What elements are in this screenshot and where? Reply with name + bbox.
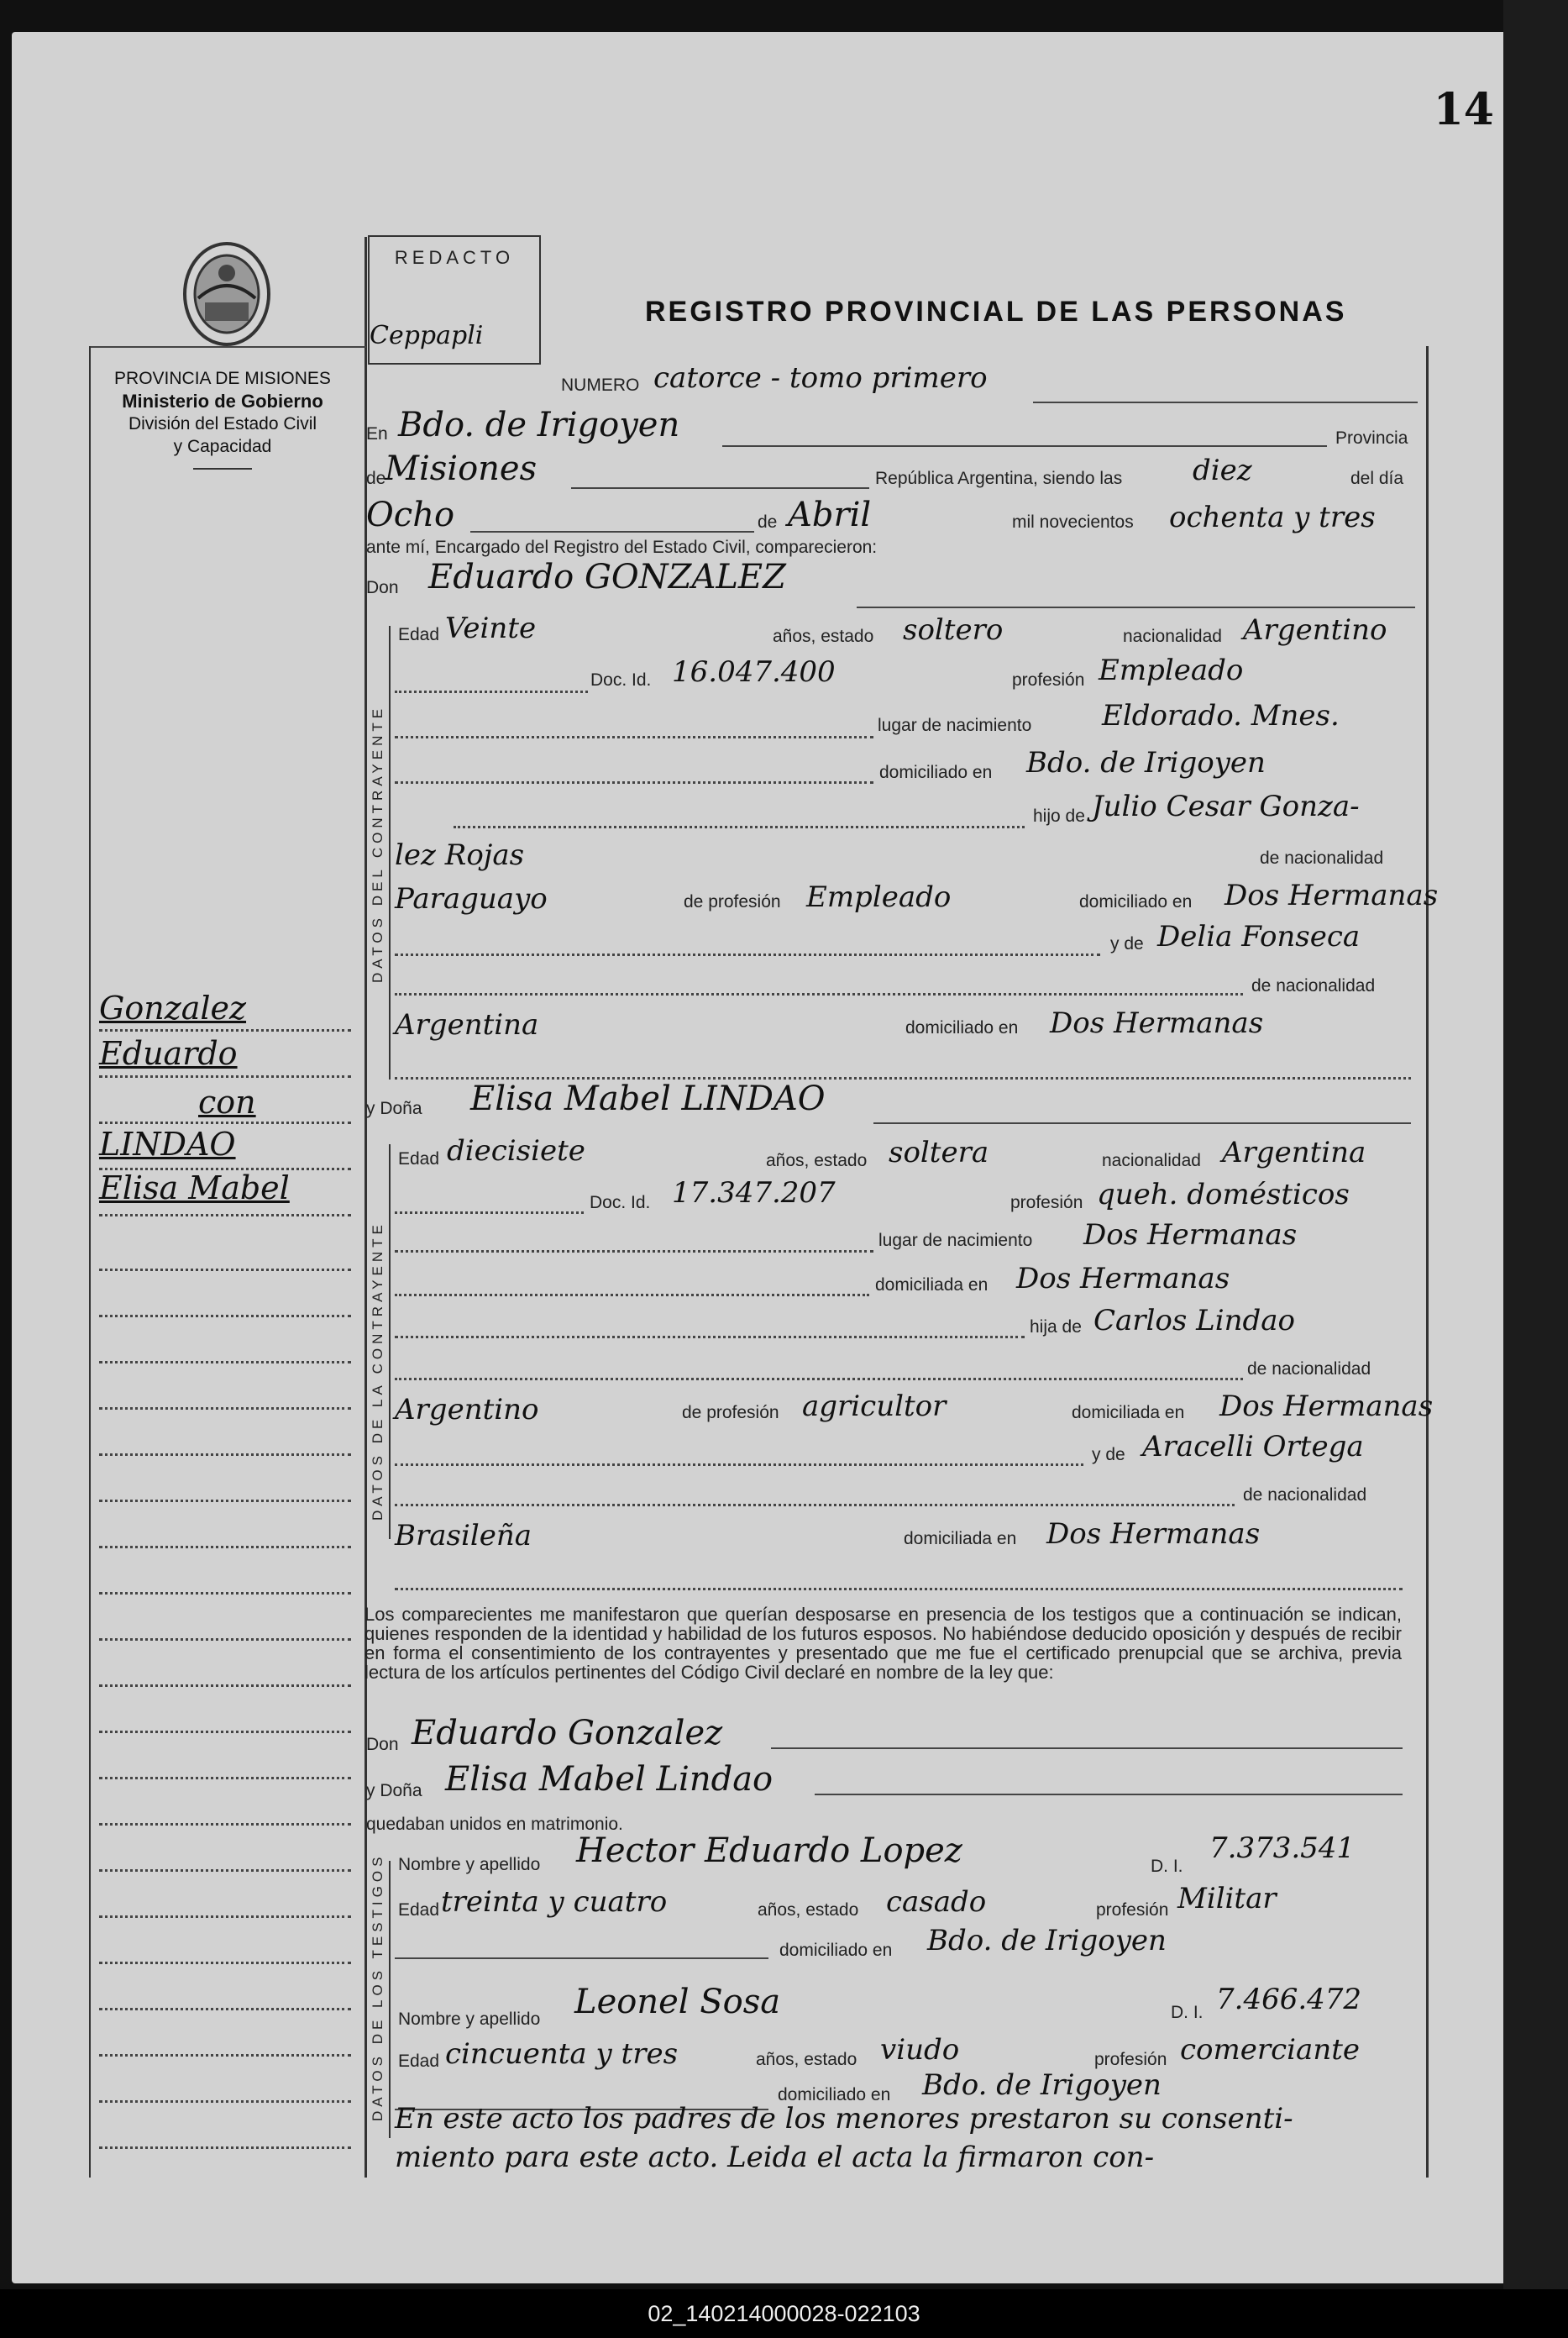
- provincial-seal-icon: [180, 239, 274, 349]
- margin-line: [99, 2100, 351, 2103]
- t1-edad-label: Edad: [398, 1900, 440, 1920]
- witness1-civil-status: casado: [886, 1885, 987, 1919]
- margin-line: [99, 1592, 351, 1595]
- groom-age: Veinte: [445, 612, 537, 645]
- witness2-domicile: Bdo. de Irigoyen: [922, 2068, 1162, 2102]
- ministry-name: Ministerio de Gobierno: [122, 391, 323, 412]
- bride-name: Elisa Mabel LINDAO: [470, 1080, 826, 1118]
- bride-mother-nationality: Brasileña: [395, 1519, 532, 1553]
- contrayente-side-label: DATOS DEL CONTRAYENTE: [370, 704, 385, 983]
- groom-name-line: [857, 607, 1415, 608]
- lugar-label: lugar de nacimiento: [878, 716, 1032, 735]
- margin-line: [99, 1638, 351, 1641]
- bride-doc: 17.347.207: [672, 1176, 836, 1210]
- witness2-age: cincuenta y tres: [445, 2037, 679, 2071]
- bride-father: Carlos Lindao: [1093, 1304, 1295, 1337]
- groom-domicile: Bdo. de Irigoyen: [1026, 746, 1266, 780]
- t2-domicilio-label: domiciliado en: [778, 2085, 891, 2104]
- margin-line: [99, 1500, 351, 1502]
- y-de-label: y de: [1110, 934, 1144, 954]
- bride-age: diecisiete: [447, 1134, 585, 1168]
- bride-domicile: Dos Hermanas: [1016, 1262, 1230, 1295]
- margin-line: [99, 2054, 351, 2057]
- anios-label: años, estado: [766, 1151, 868, 1170]
- madre-nacionalidad-label: de nacionalidad: [1251, 976, 1376, 996]
- y-de-label: y de: [1092, 1445, 1125, 1464]
- bride-name-line: [873, 1122, 1411, 1124]
- witness1-profession: Militar: [1177, 1882, 1277, 1915]
- bride-father-nationality: Argentino: [395, 1393, 539, 1426]
- padre-domicilio-label: domiciliado en: [1079, 892, 1193, 912]
- madre-domicilio-label: domiciliado en: [905, 1018, 1019, 1038]
- margin-line: [99, 1361, 351, 1363]
- madre-nacionalidad-label: de nacionalidad: [1243, 1485, 1367, 1505]
- margin-surname-groom: Gonzalez: [99, 990, 247, 1027]
- en-value: Bdo. de Irigoyen: [398, 406, 680, 444]
- bride-father-profession: agricultor: [802, 1390, 947, 1423]
- scan-id-footer: 02_140214000028-022103: [0, 2289, 1568, 2338]
- groom-father-2: lez Rojas: [395, 838, 525, 872]
- fill-line: [395, 1378, 1243, 1380]
- profesion-label: profesión: [1010, 1193, 1083, 1212]
- right-frame-line: [1426, 346, 1429, 2178]
- witness1-age: treinta y cuatro: [441, 1885, 668, 1919]
- mil-label: mil novecientos: [1012, 512, 1134, 532]
- document-title: REGISTRO PROVINCIAL DE LAS PERSONAS: [645, 296, 1347, 328]
- margin-name-bride: Elisa Mabel: [99, 1169, 290, 1206]
- ante-mi-text: ante mí, Encargado del Registro del Estado Civil, comparecieron:: [366, 538, 878, 557]
- redacto-box: [368, 235, 541, 365]
- margin-line: [99, 1122, 351, 1124]
- margin-line: [99, 1684, 351, 1687]
- doc-label: Doc. Id.: [590, 1193, 651, 1212]
- de-profesion-label: de profesión: [684, 892, 781, 912]
- domiciliada-label: domiciliada en: [875, 1275, 989, 1295]
- ministry-divider: [193, 468, 252, 470]
- t1-di-label: D. I.: [1151, 1857, 1183, 1876]
- decl-closing: quedaban unidos en matrimonio.: [366, 1815, 623, 1834]
- margin-line: [99, 1731, 351, 1733]
- numero-line: [1033, 402, 1418, 403]
- numero-value: catorce - tomo primero: [653, 361, 988, 395]
- division-line-2: y Capacidad: [173, 437, 272, 456]
- anios-label: años, estado: [773, 627, 874, 646]
- contrayenta-bracket: [389, 1144, 391, 1539]
- de-mes-label: de: [758, 512, 778, 532]
- witness1-name: Hector Eduardo Lopez: [576, 1831, 962, 1870]
- madre-domicilio-label: domiciliada en: [904, 1529, 1017, 1548]
- decl-bride-name: Elisa Mabel Lindao: [445, 1760, 774, 1799]
- hijo-label: hijo de: [1033, 806, 1085, 826]
- fill-line: [395, 1957, 768, 1959]
- fill-line: [395, 1463, 1083, 1466]
- de-nacionalidad-label: de nacionalidad: [1247, 1359, 1371, 1379]
- groom-profession: Empleado: [1099, 654, 1244, 687]
- dia-line: [470, 531, 754, 533]
- contrayente-bracket: [389, 626, 391, 1080]
- redacto-initials: Ceppapli: [370, 321, 484, 350]
- de-nacionalidad-label: de nacionalidad: [1260, 849, 1384, 868]
- bride-mother-domicile: Dos Hermanas: [1046, 1517, 1261, 1551]
- padre-domicilio-label: domiciliada en: [1072, 1403, 1185, 1422]
- t1-anios-label: años, estado: [758, 1900, 859, 1920]
- en-line: [722, 445, 1327, 447]
- anio-value: ochenta y tres: [1169, 501, 1376, 534]
- bride-mother: Aracelli Ortega: [1142, 1430, 1364, 1463]
- groom-father-domicile: Dos Hermanas: [1225, 879, 1439, 912]
- margin-line: [99, 1269, 351, 1271]
- groom-nationality: Argentino: [1243, 613, 1387, 647]
- decl-dona-label: y Doña: [366, 1781, 422, 1800]
- testigos-side-label: DATOS DE LOS TESTIGOS: [370, 1852, 385, 2121]
- edad-label: Edad: [398, 1149, 440, 1169]
- bride-father-domicile: Dos Hermanas: [1219, 1390, 1434, 1423]
- witness2-di: 7.466.472: [1216, 1983, 1362, 2016]
- fill-line: [395, 993, 1243, 996]
- margin-line: [99, 1823, 351, 1826]
- bride-birthplace: Dos Hermanas: [1083, 1218, 1298, 1252]
- margin-line: [99, 1777, 351, 1779]
- lugar-label: lugar de nacimiento: [878, 1231, 1033, 1250]
- fill-line: [395, 1250, 873, 1253]
- fill-line: [395, 691, 588, 693]
- margin-line: [99, 2146, 351, 2149]
- witness1-domicile: Bdo. de Irigoyen: [927, 1924, 1167, 1957]
- division-line-1: División del Estado Civil: [128, 414, 317, 433]
- nacionalidad-label: nacionalidad: [1102, 1151, 1201, 1170]
- margin-line: [99, 1029, 351, 1032]
- margin-line: [99, 1962, 351, 1964]
- republica-label: República Argentina, siendo las: [875, 469, 1123, 488]
- book-binding-edge: [1503, 0, 1568, 2338]
- hija-label: hija de: [1030, 1317, 1082, 1337]
- hora-value: diez: [1193, 454, 1252, 487]
- provincia-label: Provincia: [1335, 428, 1408, 448]
- fill-line: [395, 1504, 1235, 1506]
- consent-note-line-1: En este acto los padres de los menores prestaron su consenti-: [395, 2102, 1293, 2136]
- margin-line: [99, 1546, 351, 1548]
- t2-anios-label: años, estado: [756, 2050, 857, 2069]
- margin-line: [99, 1869, 351, 1872]
- profesion-label: profesión: [1012, 670, 1085, 690]
- groom-mother-nationality: Argentina: [395, 1008, 539, 1042]
- bride-profession: queh. domésticos: [1097, 1178, 1350, 1211]
- mes-value: Abril: [788, 496, 872, 534]
- decl-don-line: [771, 1747, 1403, 1749]
- edad-label: Edad: [398, 625, 440, 644]
- groom-father-profession: Empleado: [806, 880, 952, 914]
- redacto-label: REDACTO: [394, 247, 515, 268]
- declaration-paragraph: Los comparecientes me manifestaron que querían desposarse en presencia de los testigos que a continuación se indican, quienes responden de la identidad y habilidad de los futuros esposos. No habiéndose deducido oposición y después de recibir en forma el consentimiento de los contrayentes y presentado que me fue el certificado prenupcial que se archiva, previa lectura de los artículos pertinentes del Código Civil declaré en nombre de la ley que:: [364, 1604, 1402, 1683]
- groom-mother-domicile: Dos Hermanas: [1050, 1006, 1264, 1040]
- margin-line: [99, 1453, 351, 1456]
- ministry-block: [92, 367, 353, 470]
- t1-domicilio-label: domiciliado en: [779, 1941, 893, 1960]
- margin-line: [99, 1075, 351, 1078]
- t2-profesion-label: profesión: [1094, 2050, 1167, 2069]
- margin-con: con: [198, 1084, 256, 1121]
- domiciliado-label: domiciliado en: [879, 763, 993, 782]
- margin-top-line: [91, 346, 366, 348]
- numero-label: NUMERO: [561, 376, 640, 395]
- groom-mother: Delia Fonseca: [1157, 920, 1361, 954]
- groom-doc: 16.047.400: [672, 655, 836, 689]
- decl-dona-line: [815, 1794, 1403, 1795]
- de-profesion-label: de profesión: [682, 1403, 779, 1422]
- witness2-civil-status: viudo: [880, 2033, 960, 2067]
- nacionalidad-label: nacionalidad: [1123, 627, 1222, 646]
- fill-line: [395, 1294, 869, 1296]
- margin-left-line: [89, 346, 91, 2178]
- groom-father-1: Julio Cesar Gonza-: [1092, 790, 1360, 823]
- bride-nationality: Argentina: [1222, 1136, 1366, 1169]
- fill-line: [395, 736, 873, 738]
- page-number: 14: [1433, 84, 1494, 135]
- margin-surname-bride: LINDAO: [99, 1126, 236, 1163]
- en-label: En: [366, 424, 388, 444]
- contrayenta-side-label: DATOS DE LA CONTRAYENTE: [370, 1221, 385, 1521]
- decl-don-label: Don: [366, 1735, 399, 1754]
- witness2-profession: comerciante: [1180, 2033, 1360, 2067]
- fill-line: [395, 1588, 1403, 1590]
- margin-line: [99, 1407, 351, 1410]
- t2-nombre-label: Nombre y apellido: [398, 2010, 541, 2029]
- del-dia-label: del día: [1350, 469, 1404, 488]
- margin-line: [99, 2008, 351, 2010]
- dona-label: y Doña: [366, 1099, 422, 1118]
- margin-line: [99, 1214, 351, 1216]
- witness1-di: 7.373.541: [1209, 1831, 1356, 1865]
- margin-line: [99, 1315, 351, 1317]
- groom-civil-status: soltero: [903, 613, 1004, 647]
- consent-note-line-2: miento para este acto. Leida el acta la firmaron con-: [395, 2141, 1155, 2174]
- groom-birthplace: Eldorado. Mnes.: [1102, 699, 1340, 733]
- groom-name: Eduardo GONZALEZ: [428, 558, 786, 596]
- margin-name-groom: Eduardo: [99, 1035, 238, 1072]
- decl-groom-name: Eduardo Gonzalez: [412, 1714, 723, 1752]
- testigos-bracket: [389, 1861, 391, 2138]
- margin-line: [99, 1915, 351, 1918]
- t1-nombre-label: Nombre y apellido: [398, 1855, 541, 1874]
- de-line: [571, 487, 869, 489]
- de-label: de: [366, 469, 386, 488]
- fill-line: [395, 1211, 584, 1214]
- de-value: Misiones: [385, 449, 538, 488]
- don-label: Don: [366, 578, 399, 597]
- witness2-name: Leonel Sosa: [574, 1983, 781, 2021]
- doc-label: Doc. Id.: [590, 670, 652, 690]
- fill-line: [395, 954, 1100, 956]
- t1-profesion-label: profesión: [1096, 1900, 1169, 1920]
- dia-value: Ocho: [366, 496, 455, 534]
- fill-line: [395, 781, 873, 784]
- fill-line: [395, 1336, 1025, 1338]
- province-name: PROVINCIA DE MISIONES: [114, 369, 331, 388]
- groom-father-nationality: Paraguayo: [395, 882, 548, 916]
- fill-line: [454, 826, 1025, 828]
- t2-edad-label: Edad: [398, 2052, 440, 2071]
- t2-di-label: D. I.: [1171, 2003, 1204, 2022]
- bride-civil-status: soltera: [889, 1136, 989, 1169]
